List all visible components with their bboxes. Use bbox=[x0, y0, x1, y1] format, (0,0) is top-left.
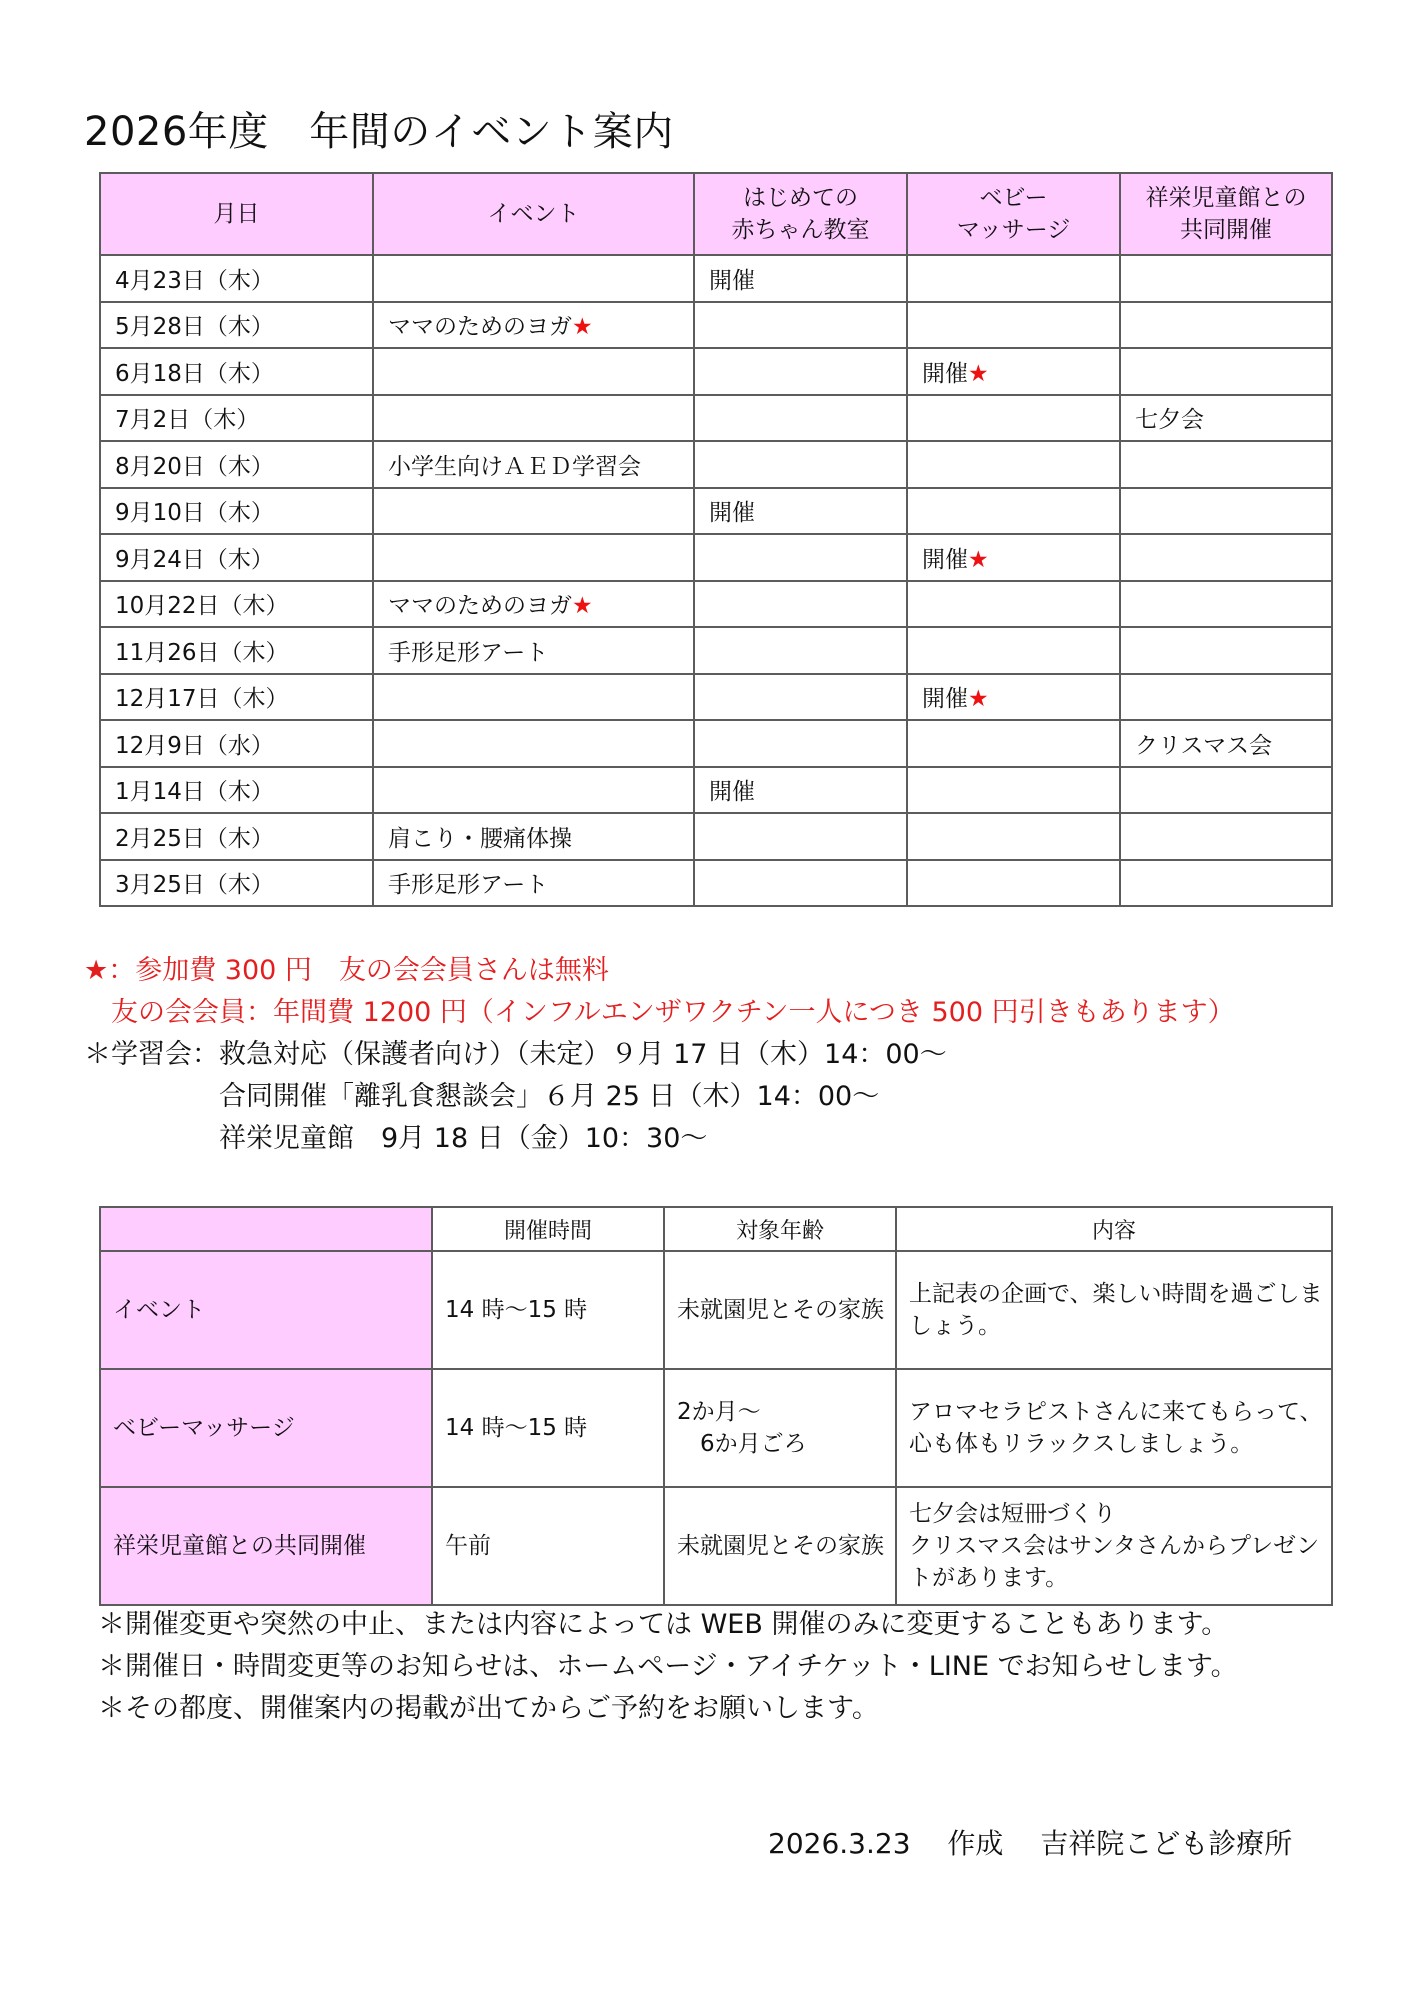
program-name-cell-text: ベビーマッサージ bbox=[113, 1415, 295, 1441]
date-cell bbox=[100, 534, 373, 581]
header-baby-class: はじめての 赤ちゃん教室 bbox=[694, 173, 907, 255]
program-name-cell-text: 祥栄児童館との共同開催 bbox=[113, 1533, 366, 1559]
date-cell bbox=[100, 488, 373, 535]
header-date: 月日 bbox=[100, 173, 373, 255]
joint-event-cell bbox=[1120, 581, 1332, 628]
massage-cell-text: 開催 bbox=[922, 360, 968, 387]
joint-event-cell bbox=[1120, 488, 1332, 535]
star-icon: ★ bbox=[968, 546, 989, 573]
joint-event-cell bbox=[1120, 627, 1332, 674]
date-cell-text: 11月26日（木） bbox=[115, 639, 289, 666]
schedule-row bbox=[100, 255, 1332, 302]
time-cell-text: 14 時～15 時 bbox=[445, 1415, 588, 1441]
date-cell bbox=[100, 674, 373, 721]
schedule-row bbox=[100, 302, 1332, 349]
date-cell bbox=[100, 860, 373, 907]
date-cell-text: 9月10日（木） bbox=[115, 500, 274, 527]
star-icon: ★ bbox=[968, 686, 989, 713]
footnotes bbox=[98, 1604, 1238, 1730]
schedule-row bbox=[100, 441, 1332, 488]
joint-event-cell bbox=[1120, 720, 1332, 767]
event-cell bbox=[373, 813, 694, 860]
date-cell-text: 6月18日（木） bbox=[115, 360, 274, 387]
massage-cell-text: 開催 bbox=[922, 546, 968, 573]
footnote: ＊開催変更や突然の中止、または内容によっては WEB 開催のみに変更することもあります。 bbox=[98, 1609, 1229, 1640]
schedule-row bbox=[100, 767, 1332, 814]
time-cell bbox=[432, 1251, 664, 1369]
date-cell-text: 10月22日（木） bbox=[115, 593, 289, 620]
event-cell bbox=[373, 581, 694, 628]
page-title: 2026年度 年間のイベント案内 bbox=[84, 109, 674, 155]
details-row bbox=[100, 1251, 1332, 1369]
date-cell-text: 1月14日（木） bbox=[115, 779, 274, 806]
footnote: ＊開催日・時間変更等のお知らせは、ホームページ・アイチケット・LINE でお知らせします。 bbox=[98, 1651, 1238, 1682]
time-cell bbox=[432, 1369, 664, 1487]
date-cell bbox=[100, 767, 373, 814]
age-cell bbox=[664, 1369, 896, 1487]
joint-event-cell bbox=[1120, 302, 1332, 349]
time-cell-text: 午前 bbox=[445, 1533, 491, 1559]
date-cell bbox=[100, 395, 373, 442]
age-cell bbox=[664, 1487, 896, 1605]
joint-event-cell bbox=[1120, 534, 1332, 581]
details-header-row bbox=[100, 1207, 1332, 1251]
event-cell bbox=[373, 767, 694, 814]
star-icon: ★ bbox=[572, 314, 593, 341]
schedule-row bbox=[100, 627, 1332, 674]
schedule-row bbox=[100, 813, 1332, 860]
header-age: 対象年齢 bbox=[664, 1207, 896, 1251]
massage-cell bbox=[907, 255, 1120, 302]
schedule-row bbox=[100, 395, 1332, 442]
joint-event-cell-text: 七夕会 bbox=[1135, 407, 1204, 434]
joint-event-cell bbox=[1120, 860, 1332, 907]
date-cell bbox=[100, 581, 373, 628]
program-details-table bbox=[99, 1206, 1333, 1606]
event-cell-text: 手形足形アート bbox=[388, 872, 549, 899]
joint-event-cell bbox=[1120, 813, 1332, 860]
schedule-row bbox=[100, 860, 1332, 907]
joint-event-cell bbox=[1120, 674, 1332, 721]
joint-event-cell-text: クリスマス会 bbox=[1135, 732, 1273, 759]
event-cell bbox=[373, 674, 694, 721]
header-blank bbox=[100, 1207, 432, 1251]
date-cell-text: 7月2日（木） bbox=[115, 407, 260, 434]
event-cell bbox=[373, 627, 694, 674]
date-cell bbox=[100, 255, 373, 302]
age-cell-text: 未就園児とその家族 bbox=[677, 1297, 884, 1323]
date-cell-text: 9月24日（木） bbox=[115, 546, 274, 573]
baby-class-cell bbox=[694, 534, 907, 581]
joint-event-cell bbox=[1120, 348, 1332, 395]
baby-class-cell bbox=[694, 441, 907, 488]
date-cell bbox=[100, 348, 373, 395]
age-cell-text: 2か月～ 6か月ごろ bbox=[677, 1399, 807, 1457]
schedule-row bbox=[100, 488, 1332, 535]
baby-class-cell-text: 開催 bbox=[709, 500, 755, 527]
date-cell-text: 5月28日（木） bbox=[115, 314, 274, 341]
creation-credit: 2026.3.23 作成 吉祥院こども診療所 bbox=[768, 1827, 1293, 1860]
schedule-row bbox=[100, 581, 1332, 628]
header-event: イベント bbox=[373, 173, 694, 255]
date-cell-text: 2月25日（木） bbox=[115, 825, 274, 852]
massage-cell bbox=[907, 813, 1120, 860]
event-cell bbox=[373, 255, 694, 302]
event-cell bbox=[373, 860, 694, 907]
header-joint-event: 祥栄児童館との 共同開催 bbox=[1120, 173, 1332, 255]
baby-class-cell bbox=[694, 255, 907, 302]
event-cell-text: 手形足形アート bbox=[388, 639, 549, 666]
program-name-cell bbox=[100, 1369, 432, 1487]
event-cell bbox=[373, 302, 694, 349]
baby-class-cell bbox=[694, 302, 907, 349]
program-name-cell-text: イベント bbox=[113, 1297, 205, 1323]
baby-class-cell bbox=[694, 395, 907, 442]
age-cell-text: 未就園児とその家族 bbox=[677, 1533, 884, 1559]
schedule-row bbox=[100, 720, 1332, 767]
header-content: 内容 bbox=[896, 1207, 1332, 1251]
event-cell-text: 小学生向けＡＥＤ学習会 bbox=[388, 453, 641, 480]
details-row bbox=[100, 1487, 1332, 1605]
time-cell-text: 14 時～15 時 bbox=[445, 1297, 588, 1323]
schedule-row bbox=[100, 534, 1332, 581]
details-row bbox=[100, 1369, 1332, 1487]
content-cell bbox=[896, 1251, 1332, 1369]
member-note: 友の会会員：年間費 1200 円（インフルエンザワクチン一人につき 500 円引きもあります） bbox=[84, 997, 1235, 1028]
annual-schedule-table bbox=[99, 172, 1333, 907]
baby-class-cell bbox=[694, 767, 907, 814]
schedule-header-row bbox=[100, 173, 1332, 255]
massage-cell bbox=[907, 860, 1120, 907]
massage-cell bbox=[907, 581, 1120, 628]
date-cell bbox=[100, 627, 373, 674]
event-cell-text: 肩こり・腰痛体操 bbox=[388, 825, 572, 852]
event-cell-text: ママのためのヨガ bbox=[388, 593, 572, 620]
content-cell-text: アロマセラピストさんに来てもらって、心も体もリラックスしましょう。 bbox=[909, 1399, 1323, 1457]
massage-cell-text: 開催 bbox=[922, 686, 968, 713]
date-cell-text: 12月9日（水） bbox=[115, 732, 274, 759]
study-note-1: ＊学習会：救急対応（保護者向け）（未定）９月 17 日（木）14：00～ bbox=[84, 1039, 947, 1070]
date-cell-text: 4月23日（木） bbox=[115, 267, 274, 294]
joint-event-cell bbox=[1120, 395, 1332, 442]
joint-event-cell bbox=[1120, 255, 1332, 302]
schedule-row bbox=[100, 348, 1332, 395]
massage-cell bbox=[907, 674, 1120, 721]
massage-cell bbox=[907, 348, 1120, 395]
footnote: ＊その都度、開催案内の掲載が出てからご予約をお願いします。 bbox=[98, 1693, 879, 1724]
massage-cell bbox=[907, 720, 1120, 767]
date-cell bbox=[100, 720, 373, 767]
baby-class-cell bbox=[694, 674, 907, 721]
event-cell bbox=[373, 441, 694, 488]
massage-cell bbox=[907, 627, 1120, 674]
baby-class-cell bbox=[694, 348, 907, 395]
content-cell bbox=[896, 1369, 1332, 1487]
event-cell bbox=[373, 395, 694, 442]
date-cell bbox=[100, 302, 373, 349]
date-cell-text: 12月17日（木） bbox=[115, 686, 289, 713]
schedule-row bbox=[100, 674, 1332, 721]
date-cell-text: 3月25日（木） bbox=[115, 872, 274, 899]
event-cell bbox=[373, 348, 694, 395]
baby-class-cell bbox=[694, 581, 907, 628]
date-cell bbox=[100, 813, 373, 860]
massage-cell bbox=[907, 302, 1120, 349]
fee-note: ★：参加費 300 円 友の会会員さんは無料 bbox=[84, 955, 609, 986]
massage-cell bbox=[907, 767, 1120, 814]
content-cell-text: 上記表の企画で、楽しい時間を過ごしましょう。 bbox=[909, 1281, 1323, 1339]
massage-cell bbox=[907, 534, 1120, 581]
baby-class-cell bbox=[694, 813, 907, 860]
joint-event-cell bbox=[1120, 441, 1332, 488]
time-cell bbox=[432, 1487, 664, 1605]
event-cell bbox=[373, 534, 694, 581]
baby-class-cell bbox=[694, 627, 907, 674]
baby-class-cell bbox=[694, 720, 907, 767]
content-cell bbox=[896, 1487, 1332, 1605]
massage-cell bbox=[907, 441, 1120, 488]
notes-section bbox=[84, 950, 1235, 1160]
study-note-2: 合同開催「離乳食懇談会」６月 25 日（木）14：00～ bbox=[84, 1081, 880, 1112]
header-time: 開催時間 bbox=[432, 1207, 664, 1251]
star-icon: ★ bbox=[968, 360, 989, 387]
program-name-cell bbox=[100, 1487, 432, 1605]
event-cell-text: ママのためのヨガ bbox=[388, 314, 572, 341]
content-cell-text: 七夕会は短冊づくり クリスマス会はサンタさんからプレゼントがあります。 bbox=[909, 1501, 1320, 1591]
age-cell bbox=[664, 1251, 896, 1369]
event-cell bbox=[373, 720, 694, 767]
study-note-3: 祥栄児童館 9月 18 日（金）10：30～ bbox=[84, 1123, 708, 1154]
program-name-cell bbox=[100, 1251, 432, 1369]
massage-cell bbox=[907, 395, 1120, 442]
star-icon: ★ bbox=[572, 593, 593, 620]
baby-class-cell bbox=[694, 488, 907, 535]
date-cell-text: 8月20日（木） bbox=[115, 453, 274, 480]
massage-cell bbox=[907, 488, 1120, 535]
event-cell bbox=[373, 488, 694, 535]
baby-class-cell-text: 開催 bbox=[709, 779, 755, 806]
date-cell bbox=[100, 441, 373, 488]
baby-class-cell bbox=[694, 860, 907, 907]
header-baby-massage: ベビー マッサージ bbox=[907, 173, 1120, 255]
joint-event-cell bbox=[1120, 767, 1332, 814]
baby-class-cell-text: 開催 bbox=[709, 267, 755, 294]
